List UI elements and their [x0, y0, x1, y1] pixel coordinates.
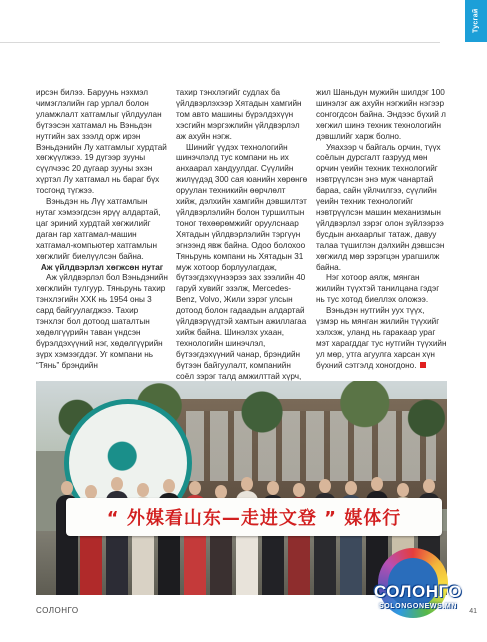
person-head	[111, 477, 123, 491]
person-head	[293, 483, 305, 497]
column-2	[176, 88, 308, 393]
person-head	[189, 481, 201, 495]
col3-paragraph-3: Нэг хотоор аялж, мянган жилийн түүхтэй танилцана гэдэг нь тус хотод биеллэх оложээ.	[316, 273, 440, 305]
person-head	[241, 477, 253, 491]
person-head	[267, 481, 279, 495]
person-head	[371, 477, 383, 491]
person-head	[397, 483, 409, 497]
person-head	[61, 481, 73, 495]
col1-paragraph-3: Аж үйлдвэрлэл бол Вэньдэнийн хөгжлийн тулгуур. Тяньрунь тахир тэнхлэгийн ХХК нь 1954 оны 3 сард байгуулагджээ. Тахир тэнхлэг бол дотоод шаталтын хөдөлгүүрийн таван үндсэн бүрэлдэхүүний нэг, хөдөлгүүрийн зүрх хэмээгддэг. Уг компани нь “Тянь” брэндийн	[36, 273, 168, 370]
person-head	[137, 483, 149, 497]
section-tab: Тусгай	[465, 0, 487, 42]
logo-word: СОЛОНГО	[373, 582, 463, 601]
col2-paragraph-2: Шинийг үүдэх технологийн шинэчлэлд тус компани нь их анхаарал хандуулдаг. Сүүлийн жилүүдэд 300 сая юанийн хөрөнгө оруулан техникийн өөрчлөлт хийж, дэлхийн хамгийн дэвшилтэт үйлдвэрлэлийн болон туршилтын тоног төхөөрөмжийг оруулснаар Хятадын үйлдвэрлэлийн тэргүүн эгнээнд явж байна. Одоо болохоо Тяньрунь компани нь Хятадын 31 муж хотоор борлуулагдаж, бүтээгдэхүүнээрээ зах зээлийн 40 гаруй хувийг эзэлж, Mercedes-Benz, Volvo, Жили зэрэг улсын дотоод болон гадаадын алдартай үйлдвэрүүдтэй хамтын ажиллагаа хийж байна. Шинэлэх ухаан, технологийн шинэчлэл, бүтээгдэхүүний чанар, брэндийн бүтээн байгуулалт, компанийн соёл зэрэг талд амжилттай хүрч,	[176, 142, 308, 381]
person-head	[319, 479, 331, 493]
page-number: 41	[469, 608, 477, 615]
person-head	[163, 479, 175, 493]
top-rule	[0, 42, 440, 43]
col3-paragraph-4-text: Вэньдэн нутгийн уух түүх, үзмэр нь мянган жилийн түүхийг хэлхэж, уланд нь гаракаар ураг мэт харагддаг тус нутгийн түүхийн ул мөр, утга агуулга харсан хүн бүхний сэтгэлд хоногдоно.	[316, 306, 447, 370]
solongo-logo	[362, 548, 474, 628]
col2-paragraph-1: тахир тэнхлэгийг судлах ба үйлдвэрлэхээр Хятадын хамгийн том авто машины бүрэлдэхүүн хэсгийн мэргэжлийн үйлдвэрлэл аж ахуйн нэгж.	[176, 88, 302, 141]
col1-paragraph-2: Вэньдэн нь Лүү хатгамлын нутаг хэмээгдсэн ярүү алдартай, цаг эриний хурдтай хөгжилийг даган гар хатгамал-машин хатгамал-компьютер хатгамлын хөгжлийг биелүүлсэн байна.	[36, 197, 161, 261]
person-head	[423, 479, 435, 493]
person-head	[345, 481, 357, 495]
col1-paragraph-1: ирсэн билээ. Баруунь нэхмэл чимэглэлийн гар урлал болон уламжлалт хатгамлыг үйлдуулан бүтээсэн хатгамал нь Вэньдэн нутгийн зах зээлд орж ирэн Вэньдэнийн Лу хатгамлыг хурдтай хөгжүүлжээ. 19 дүгээр зууны сүүлчээс 20 дугаар зууны эхэн хүртэл Лу хатгамал нь бараг бүх тосгонд түгжээ.	[36, 88, 167, 196]
end-mark-icon	[420, 362, 426, 368]
person-head	[215, 485, 227, 499]
logo-url: SOLONGONEWS.MN	[378, 603, 457, 610]
photo-banner: “ 外媒看山东—走进文登 ” 媒体行	[66, 498, 442, 536]
footer-section-label: СОЛОНГО	[36, 606, 79, 615]
col3-paragraph-4	[316, 306, 448, 371]
column-3	[316, 88, 448, 372]
section-subtitle: Аж үйлдвэрлэл хөгжсөн нутаг	[40, 262, 164, 272]
person-head	[85, 485, 97, 499]
col3-paragraph-1: жил Шаньдун мужийн шилдэг 100 шинэлэг аж ахуйн нэгжийн нэгээр сонгогдсон байна. Эндээс бүхий л хөгжил шинэ техник технологийн дэвшлийг харж болно.	[316, 88, 446, 141]
column-1	[36, 88, 168, 372]
col3-paragraph-2: Уяахээр ч байгаль орчин, түүх соёлын дурсгалт газрууд мөн орчин үеийн техник технологийг нэвтрүүлсэн энэ муж чанартай бараа, сайн үйлчилгээ, сүүлийн үеийн техник технологийг нэвтрүүлсэн машин механизмын үйлдвэрлэл зэрэг олон зүйлээрээ бусдын анхаарлыг татаж, давуу талаа түшиглэн дэлхийн дэвшсэн хөгжилд мөр зэрэгцэн урагшилж байна.	[316, 142, 445, 272]
